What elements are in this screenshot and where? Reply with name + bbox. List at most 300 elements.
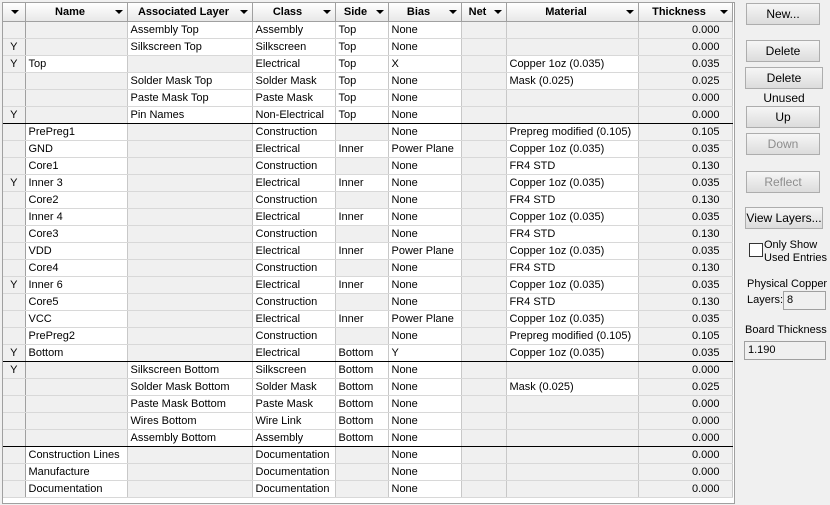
column-header-side[interactable] xyxy=(335,3,388,22)
cell-associated-layer[interactable]: Assembly Top xyxy=(127,22,252,39)
row-selector[interactable] xyxy=(3,311,25,328)
cell-net[interactable] xyxy=(461,430,506,447)
cell-net[interactable] xyxy=(461,277,506,294)
cell-material[interactable] xyxy=(506,362,638,379)
cell-thickness[interactable]: 0.000 xyxy=(638,413,732,430)
cell-bias[interactable]: Power Plane xyxy=(388,243,461,260)
cell-name[interactable]: Inner 6 xyxy=(25,277,127,294)
cell-side[interactable] xyxy=(335,464,388,481)
row-selector[interactable]: Y xyxy=(3,362,25,379)
cell-material[interactable]: Copper 1oz (0.035) xyxy=(506,311,638,328)
cell-net[interactable] xyxy=(461,362,506,379)
table-row[interactable] xyxy=(3,141,732,158)
cell-material[interactable]: Copper 1oz (0.035) xyxy=(506,209,638,226)
table-row[interactable] xyxy=(3,175,732,192)
cell-net[interactable] xyxy=(461,413,506,430)
cell-material[interactable] xyxy=(506,22,638,39)
cell-associated-layer[interactable]: Silkscreen Bottom xyxy=(127,362,252,379)
cell-net[interactable] xyxy=(461,345,506,362)
table-row[interactable] xyxy=(3,107,732,124)
cell-material[interactable] xyxy=(506,464,638,481)
cell-net[interactable] xyxy=(461,311,506,328)
cell-name[interactable]: Core3 xyxy=(25,226,127,243)
cell-class[interactable]: Electrical xyxy=(252,345,335,362)
cell-side[interactable]: Top xyxy=(335,73,388,90)
cell-associated-layer[interactable] xyxy=(127,141,252,158)
table-row[interactable] xyxy=(3,481,732,498)
cell-name[interactable]: PrePreg2 xyxy=(25,328,127,345)
cell-side[interactable]: Top xyxy=(335,22,388,39)
filter-dropdown-icon[interactable] xyxy=(449,10,457,14)
cell-material[interactable]: Copper 1oz (0.035) xyxy=(506,56,638,73)
table-row[interactable] xyxy=(3,362,732,379)
cell-associated-layer[interactable] xyxy=(127,328,252,345)
cell-side[interactable]: Bottom xyxy=(335,413,388,430)
cell-side[interactable] xyxy=(335,447,388,464)
cell-net[interactable] xyxy=(461,141,506,158)
cell-associated-layer[interactable] xyxy=(127,56,252,73)
cell-bias[interactable]: None xyxy=(388,362,461,379)
cell-associated-layer[interactable]: Paste Mask Bottom xyxy=(127,396,252,413)
cell-side[interactable]: Top xyxy=(335,56,388,73)
cell-net[interactable] xyxy=(461,243,506,260)
table-row[interactable] xyxy=(3,277,732,294)
table-row[interactable] xyxy=(3,158,732,175)
new-button[interactable]: New... xyxy=(746,3,820,25)
cell-bias[interactable]: None xyxy=(388,209,461,226)
cell-net[interactable] xyxy=(461,379,506,396)
cell-thickness[interactable]: 0.035 xyxy=(638,141,732,158)
cell-class[interactable]: Electrical xyxy=(252,141,335,158)
cell-side[interactable] xyxy=(335,481,388,498)
column-header-class[interactable] xyxy=(252,3,335,22)
cell-net[interactable] xyxy=(461,447,506,464)
cell-thickness[interactable]: 0.000 xyxy=(638,464,732,481)
table-row[interactable] xyxy=(3,192,732,209)
cell-class[interactable]: Documentation xyxy=(252,481,335,498)
cell-bias[interactable]: None xyxy=(388,158,461,175)
cell-class[interactable]: Assembly xyxy=(252,22,335,39)
cell-associated-layer[interactable] xyxy=(127,226,252,243)
cell-thickness[interactable]: 0.000 xyxy=(638,430,732,447)
cell-side[interactable]: Inner xyxy=(335,311,388,328)
cell-bias[interactable]: Power Plane xyxy=(388,311,461,328)
cell-thickness[interactable]: 0.000 xyxy=(638,107,732,124)
cell-thickness[interactable]: 0.105 xyxy=(638,124,732,141)
cell-associated-layer[interactable] xyxy=(127,175,252,192)
cell-net[interactable] xyxy=(461,90,506,107)
cell-bias[interactable]: X xyxy=(388,56,461,73)
cell-name[interactable] xyxy=(25,90,127,107)
cell-associated-layer[interactable] xyxy=(127,260,252,277)
table-row[interactable] xyxy=(3,328,732,345)
filter-dropdown-icon[interactable] xyxy=(115,10,123,14)
cell-associated-layer[interactable] xyxy=(127,158,252,175)
row-selector[interactable] xyxy=(3,243,25,260)
cell-thickness[interactable]: 0.035 xyxy=(638,345,732,362)
cell-net[interactable] xyxy=(461,396,506,413)
cell-net[interactable] xyxy=(461,73,506,90)
cell-name[interactable]: Inner 4 xyxy=(25,209,127,226)
row-selector[interactable] xyxy=(3,260,25,277)
cell-material[interactable]: FR4 STD xyxy=(506,260,638,277)
cell-side[interactable]: Inner xyxy=(335,243,388,260)
cell-net[interactable] xyxy=(461,107,506,124)
row-selector[interactable] xyxy=(3,464,25,481)
table-row[interactable] xyxy=(3,430,732,447)
cell-bias[interactable]: None xyxy=(388,430,461,447)
row-selector[interactable] xyxy=(3,192,25,209)
row-selector[interactable] xyxy=(3,413,25,430)
cell-name[interactable] xyxy=(25,39,127,56)
cell-net[interactable] xyxy=(461,39,506,56)
cell-bias[interactable]: None xyxy=(388,464,461,481)
cell-class[interactable]: Non-Electrical xyxy=(252,107,335,124)
cell-name[interactable]: Core4 xyxy=(25,260,127,277)
cell-material[interactable] xyxy=(506,413,638,430)
cell-name[interactable]: Core5 xyxy=(25,294,127,311)
filter-dropdown-icon[interactable] xyxy=(720,10,728,14)
row-selector[interactable] xyxy=(3,379,25,396)
cell-material[interactable] xyxy=(506,481,638,498)
cell-class[interactable]: Construction xyxy=(252,294,335,311)
cell-class[interactable]: Paste Mask xyxy=(252,90,335,107)
table-row[interactable] xyxy=(3,90,732,107)
cell-associated-layer[interactable]: Assembly Bottom xyxy=(127,430,252,447)
cell-material[interactable]: Copper 1oz (0.035) xyxy=(506,277,638,294)
delete-unused-button[interactable]: Delete Unused xyxy=(745,67,823,89)
table-row[interactable] xyxy=(3,396,732,413)
cell-class[interactable]: Construction xyxy=(252,192,335,209)
cell-associated-layer[interactable] xyxy=(127,209,252,226)
row-selector[interactable] xyxy=(3,158,25,175)
cell-material[interactable]: Copper 1oz (0.035) xyxy=(506,141,638,158)
cell-thickness[interactable]: 0.025 xyxy=(638,73,732,90)
cell-net[interactable] xyxy=(461,175,506,192)
row-selector[interactable]: Y xyxy=(3,56,25,73)
cell-class[interactable]: Electrical xyxy=(252,209,335,226)
row-selector[interactable] xyxy=(3,209,25,226)
column-header-associated-layer[interactable] xyxy=(127,3,252,22)
cell-bias[interactable]: None xyxy=(388,481,461,498)
cell-bias[interactable]: None xyxy=(388,413,461,430)
cell-class[interactable]: Electrical xyxy=(252,56,335,73)
cell-class[interactable]: Assembly xyxy=(252,430,335,447)
cell-class[interactable]: Silkscreen xyxy=(252,39,335,56)
cell-thickness[interactable]: 0.035 xyxy=(638,311,732,328)
cell-side[interactable]: Top xyxy=(335,39,388,56)
cell-bias[interactable]: None xyxy=(388,260,461,277)
cell-associated-layer[interactable]: Solder Mask Top xyxy=(127,73,252,90)
cell-side[interactable] xyxy=(335,328,388,345)
cell-class[interactable]: Solder Mask xyxy=(252,379,335,396)
layer-stack-grid[interactable] xyxy=(2,2,735,504)
cell-name[interactable]: VDD xyxy=(25,243,127,260)
row-selector[interactable] xyxy=(3,124,25,141)
cell-bias[interactable]: Y xyxy=(388,345,461,362)
table-row[interactable] xyxy=(3,464,732,481)
cell-thickness[interactable]: 0.000 xyxy=(638,90,732,107)
cell-name[interactable]: Documentation xyxy=(25,481,127,498)
cell-side[interactable] xyxy=(335,260,388,277)
cell-class[interactable]: Electrical xyxy=(252,175,335,192)
row-selector[interactable]: Y xyxy=(3,175,25,192)
table-row[interactable] xyxy=(3,243,732,260)
table-row[interactable] xyxy=(3,226,732,243)
cell-bias[interactable]: None xyxy=(388,22,461,39)
cell-bias[interactable]: None xyxy=(388,226,461,243)
cell-class[interactable]: Electrical xyxy=(252,277,335,294)
cell-material[interactable]: Mask (0.025) xyxy=(506,379,638,396)
row-selector[interactable] xyxy=(3,328,25,345)
cell-class[interactable]: Construction xyxy=(252,260,335,277)
cell-class[interactable]: Silkscreen xyxy=(252,362,335,379)
cell-class[interactable]: Paste Mask xyxy=(252,396,335,413)
table-row[interactable] xyxy=(3,294,732,311)
cell-name[interactable]: Construction Lines xyxy=(25,447,127,464)
cell-associated-layer[interactable]: Solder Mask Bottom xyxy=(127,379,252,396)
row-selector[interactable] xyxy=(3,430,25,447)
cell-name[interactable] xyxy=(25,362,127,379)
cell-material[interactable]: Mask (0.025) xyxy=(506,73,638,90)
row-selector[interactable]: Y xyxy=(3,345,25,362)
cell-bias[interactable]: None xyxy=(388,90,461,107)
table-row[interactable] xyxy=(3,345,732,362)
cell-thickness[interactable]: 0.000 xyxy=(638,481,732,498)
table-row[interactable] xyxy=(3,447,732,464)
cell-name[interactable]: Inner 3 xyxy=(25,175,127,192)
cell-side[interactable]: Inner xyxy=(335,141,388,158)
cell-name[interactable] xyxy=(25,379,127,396)
cell-material[interactable]: FR4 STD xyxy=(506,192,638,209)
cell-net[interactable] xyxy=(461,124,506,141)
cell-class[interactable]: Wire Link xyxy=(252,413,335,430)
cell-class[interactable]: Construction xyxy=(252,124,335,141)
row-selector[interactable]: Y xyxy=(3,107,25,124)
cell-bias[interactable]: None xyxy=(388,73,461,90)
cell-bias[interactable]: None xyxy=(388,396,461,413)
filter-dropdown-icon[interactable] xyxy=(626,10,634,14)
cell-thickness[interactable]: 0.130 xyxy=(638,226,732,243)
cell-name[interactable] xyxy=(25,73,127,90)
cell-net[interactable] xyxy=(461,294,506,311)
cell-net[interactable] xyxy=(461,209,506,226)
row-selector[interactable] xyxy=(3,481,25,498)
only-show-used-checkbox[interactable] xyxy=(749,243,763,257)
cell-side[interactable]: Inner xyxy=(335,209,388,226)
table-row[interactable] xyxy=(3,209,732,226)
cell-associated-layer[interactable] xyxy=(127,345,252,362)
select-all-header[interactable] xyxy=(3,3,25,22)
column-header-bias[interactable] xyxy=(388,3,461,22)
cell-associated-layer[interactable]: Paste Mask Top xyxy=(127,90,252,107)
cell-side[interactable] xyxy=(335,158,388,175)
table-row[interactable] xyxy=(3,56,732,73)
filter-dropdown-icon[interactable] xyxy=(376,10,384,14)
cell-net[interactable] xyxy=(461,328,506,345)
column-header-name[interactable] xyxy=(25,3,127,22)
table-row[interactable] xyxy=(3,73,732,90)
cell-net[interactable] xyxy=(461,226,506,243)
cell-name[interactable]: GND xyxy=(25,141,127,158)
column-header-material[interactable] xyxy=(506,3,638,22)
cell-associated-layer[interactable] xyxy=(127,447,252,464)
cell-material[interactable]: Copper 1oz (0.035) xyxy=(506,243,638,260)
cell-name[interactable] xyxy=(25,430,127,447)
cell-material[interactable] xyxy=(506,39,638,56)
cell-material[interactable] xyxy=(506,90,638,107)
cell-thickness[interactable]: 0.035 xyxy=(638,277,732,294)
cell-side[interactable]: Top xyxy=(335,107,388,124)
cell-class[interactable]: Electrical xyxy=(252,243,335,260)
cell-bias[interactable]: None xyxy=(388,328,461,345)
cell-thickness[interactable]: 0.130 xyxy=(638,260,732,277)
cell-side[interactable] xyxy=(335,294,388,311)
cell-net[interactable] xyxy=(461,464,506,481)
column-header-net[interactable] xyxy=(461,3,506,22)
cell-thickness[interactable]: 0.035 xyxy=(638,209,732,226)
row-selector[interactable] xyxy=(3,226,25,243)
cell-net[interactable] xyxy=(461,192,506,209)
cell-material[interactable]: Prepreg modified (0.105) xyxy=(506,124,638,141)
table-row[interactable] xyxy=(3,39,732,56)
row-selector[interactable] xyxy=(3,73,25,90)
cell-name[interactable] xyxy=(25,22,127,39)
cell-thickness[interactable]: 0.000 xyxy=(638,39,732,56)
cell-material[interactable]: FR4 STD xyxy=(506,294,638,311)
cell-bias[interactable]: None xyxy=(388,447,461,464)
cell-associated-layer[interactable] xyxy=(127,124,252,141)
table-row[interactable] xyxy=(3,311,732,328)
table-row[interactable] xyxy=(3,260,732,277)
row-selector[interactable] xyxy=(3,396,25,413)
cell-thickness[interactable]: 0.130 xyxy=(638,158,732,175)
cell-side[interactable]: Inner xyxy=(335,175,388,192)
row-selector[interactable]: Y xyxy=(3,39,25,56)
cell-thickness[interactable]: 0.000 xyxy=(638,447,732,464)
cell-net[interactable] xyxy=(461,481,506,498)
cell-material[interactable]: FR4 STD xyxy=(506,158,638,175)
cell-bias[interactable]: None xyxy=(388,192,461,209)
cell-name[interactable]: Core1 xyxy=(25,158,127,175)
cell-class[interactable]: Electrical xyxy=(252,311,335,328)
cell-associated-layer[interactable]: Silkscreen Top xyxy=(127,39,252,56)
cell-name[interactable]: VCC xyxy=(25,311,127,328)
cell-bias[interactable]: None xyxy=(388,277,461,294)
cell-associated-layer[interactable]: Pin Names xyxy=(127,107,252,124)
view-layers-button[interactable]: View Layers... xyxy=(745,207,823,229)
row-selector[interactable] xyxy=(3,90,25,107)
cell-name[interactable]: PrePreg1 xyxy=(25,124,127,141)
cell-net[interactable] xyxy=(461,260,506,277)
cell-side[interactable]: Bottom xyxy=(335,396,388,413)
row-selector[interactable] xyxy=(3,141,25,158)
filter-dropdown-icon[interactable] xyxy=(240,10,248,14)
cell-thickness[interactable]: 0.000 xyxy=(638,22,732,39)
row-selector[interactable]: Y xyxy=(3,277,25,294)
cell-side[interactable] xyxy=(335,192,388,209)
cell-class[interactable]: Documentation xyxy=(252,447,335,464)
cell-thickness[interactable]: 0.000 xyxy=(638,362,732,379)
row-selector[interactable] xyxy=(3,447,25,464)
cell-material[interactable] xyxy=(506,107,638,124)
cell-material[interactable]: Copper 1oz (0.035) xyxy=(506,175,638,192)
cell-side[interactable]: Bottom xyxy=(335,379,388,396)
cell-name[interactable] xyxy=(25,413,127,430)
cell-bias[interactable]: None xyxy=(388,124,461,141)
cell-associated-layer[interactable]: Wires Bottom xyxy=(127,413,252,430)
cell-material[interactable]: Copper 1oz (0.035) xyxy=(506,345,638,362)
filter-dropdown-icon[interactable] xyxy=(323,10,331,14)
cell-name[interactable]: Top xyxy=(25,56,127,73)
filter-dropdown-icon[interactable] xyxy=(494,10,502,14)
cell-class[interactable]: Documentation xyxy=(252,464,335,481)
cell-side[interactable]: Bottom xyxy=(335,345,388,362)
cell-net[interactable] xyxy=(461,22,506,39)
delete-button[interactable]: Delete xyxy=(746,40,820,62)
row-selector[interactable] xyxy=(3,294,25,311)
cell-class[interactable]: Construction xyxy=(252,226,335,243)
cell-bias[interactable]: Power Plane xyxy=(388,141,461,158)
cell-net[interactable] xyxy=(461,56,506,73)
table-row[interactable] xyxy=(3,379,732,396)
cell-class[interactable]: Solder Mask xyxy=(252,73,335,90)
up-button[interactable]: Up xyxy=(746,106,820,128)
cell-side[interactable]: Inner xyxy=(335,277,388,294)
cell-net[interactable] xyxy=(461,158,506,175)
cell-name[interactable]: Bottom xyxy=(25,345,127,362)
cell-side[interactable] xyxy=(335,226,388,243)
cell-side[interactable]: Bottom xyxy=(335,430,388,447)
cell-side[interactable]: Top xyxy=(335,90,388,107)
cell-side[interactable]: Bottom xyxy=(335,362,388,379)
cell-material[interactable] xyxy=(506,396,638,413)
cell-thickness[interactable]: 0.035 xyxy=(638,175,732,192)
cell-material[interactable] xyxy=(506,447,638,464)
cell-material[interactable]: Prepreg modified (0.105) xyxy=(506,328,638,345)
cell-thickness[interactable]: 0.130 xyxy=(638,294,732,311)
cell-side[interactable] xyxy=(335,124,388,141)
cell-thickness[interactable]: 0.035 xyxy=(638,243,732,260)
cell-bias[interactable]: None xyxy=(388,107,461,124)
cell-thickness[interactable]: 0.105 xyxy=(638,328,732,345)
table-row[interactable] xyxy=(3,124,732,141)
cell-name[interactable] xyxy=(25,107,127,124)
cell-bias[interactable]: None xyxy=(388,294,461,311)
cell-thickness[interactable]: 0.000 xyxy=(638,396,732,413)
cell-associated-layer[interactable] xyxy=(127,311,252,328)
row-selector[interactable] xyxy=(3,22,25,39)
cell-name[interactable]: Core2 xyxy=(25,192,127,209)
cell-associated-layer[interactable] xyxy=(127,481,252,498)
cell-bias[interactable]: None xyxy=(388,175,461,192)
cell-associated-layer[interactable] xyxy=(127,243,252,260)
cell-thickness[interactable]: 0.130 xyxy=(638,192,732,209)
cell-class[interactable]: Construction xyxy=(252,328,335,345)
cell-associated-layer[interactable] xyxy=(127,464,252,481)
cell-class[interactable]: Construction xyxy=(252,158,335,175)
cell-thickness[interactable]: 0.035 xyxy=(638,56,732,73)
cell-name[interactable] xyxy=(25,396,127,413)
table-row[interactable] xyxy=(3,413,732,430)
cell-bias[interactable]: None xyxy=(388,39,461,56)
cell-name[interactable]: Manufacture xyxy=(25,464,127,481)
cell-associated-layer[interactable] xyxy=(127,277,252,294)
cell-associated-layer[interactable] xyxy=(127,294,252,311)
cell-bias[interactable]: None xyxy=(388,379,461,396)
table-row[interactable] xyxy=(3,22,732,39)
cell-material[interactable]: FR4 STD xyxy=(506,226,638,243)
